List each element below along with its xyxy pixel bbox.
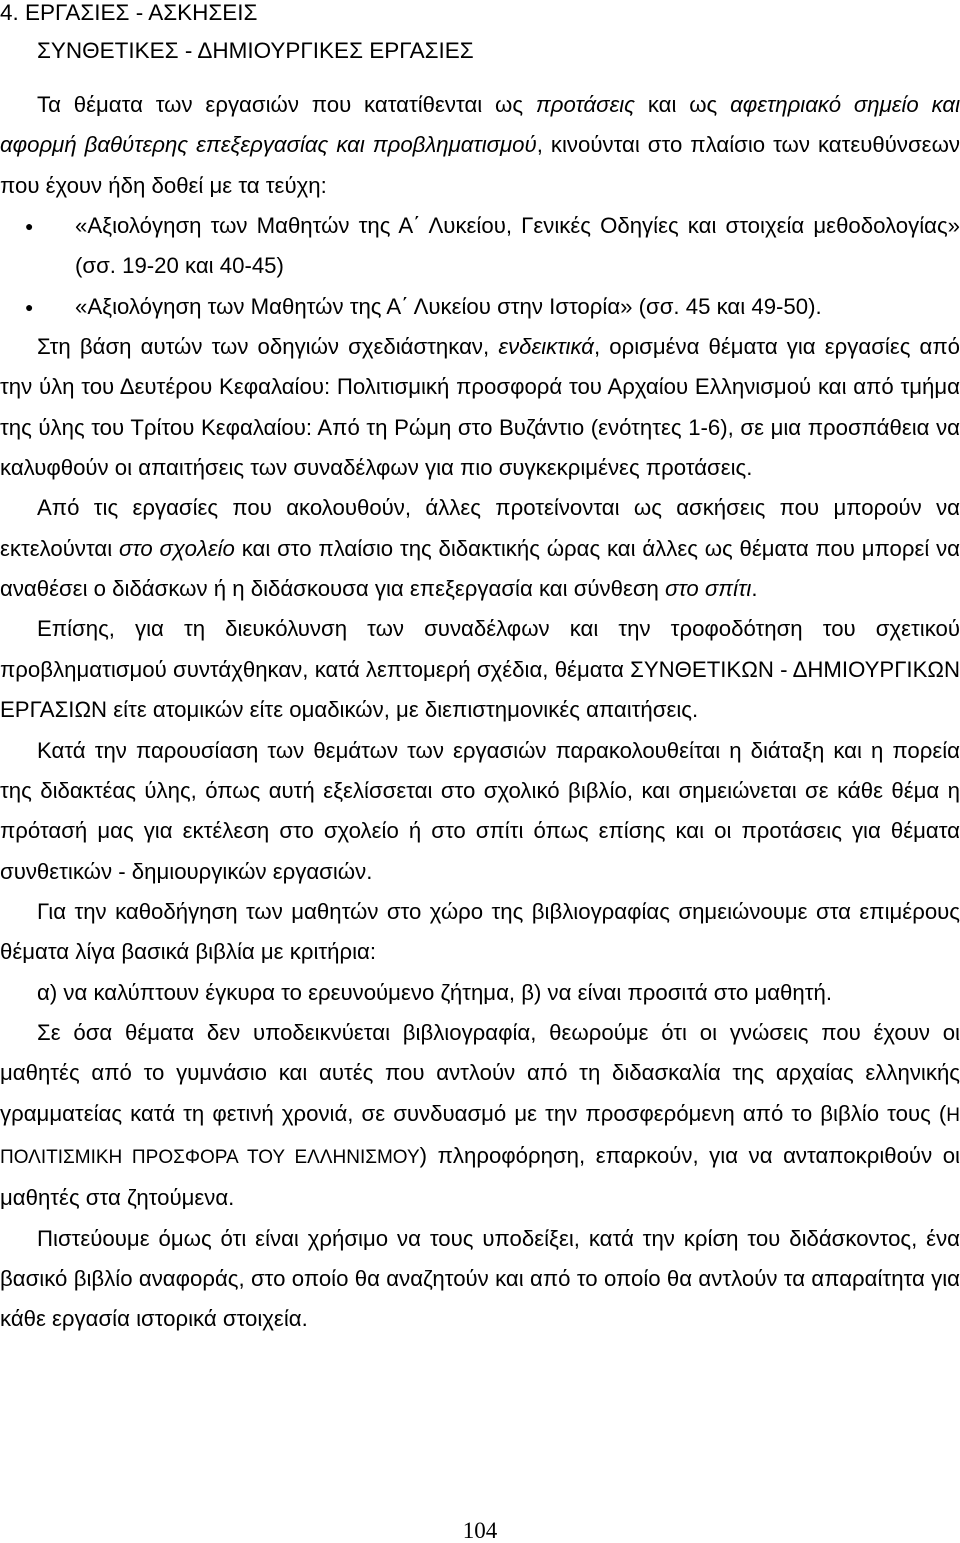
intro-italic-proposals: προτάσεις: [535, 92, 635, 117]
intro-text-e: , κινούνται στο πλαίσιο των κατευθύνσεων που έχουν ήδη δοθεί με τα τεύχη:: [0, 132, 960, 198]
bibliography-criteria: α) να καλύπτουν έγκυρα το ερευνούμενο ζήτημα, β) να είναι προσιτά στο μαθητή.: [37, 979, 833, 1005]
indicative-italic: ενδεικτικά: [498, 334, 594, 360]
paragraph-intro: [0, 85, 960, 206]
booklet-list: [0, 206, 960, 327]
exercises-text-e: .: [751, 576, 758, 602]
exercises-text-c: και στο πλαίσιο της διδακτικής ώρας και άλλες ως θέματα που μπορεί να αναθέσει ο διδάσκων ή η διδάσκουσα για επεξεργασία και σύνθεση: [0, 535, 960, 602]
paragraph-exercises: [0, 488, 960, 609]
section-heading: 4. ΕΡΓΑΣΙΕΣ - ΑΣΚΗΣΕΙΣ: [0, 0, 258, 25]
intro-text-a: Τα θέματα των εργασιών που κατατίθενται ως: [37, 92, 536, 117]
paragraph-bibliography: Για την καθοδήγηση των μαθητών στο χώρο της βιβλιογραφίας σημειώνουμε στα επιμέρους θέματα λίγα βασικά βιβλία με κριτήρια:: [0, 898, 960, 965]
bullet-icon: ●: [25, 218, 34, 235]
list-item: [0, 206, 960, 287]
intro-italic-starting-point: αφετηριακό σημείο και αφορμή βαθύτερης επεξεργασίας και προβληματισμού: [0, 92, 960, 158]
list-item: [0, 287, 960, 327]
paragraph-indicative-topics: [0, 327, 960, 488]
exercises-text-a: Από τις εργασίες που ακολουθούν, άλλες προτείνονται ως ασκήσεις που μπορούν να εκτελούνται: [0, 495, 960, 561]
bullet-icon: ●: [25, 298, 34, 315]
indicative-text-a: Στη βάση αυτών των οδηγιών σχεδιάστηκαν,: [37, 334, 499, 360]
subsection-heading: ΣΥΝΘΕΤΙΚΕΣ - ΔΗΜΙΟΥΡΓΙΚΕΣ ΕΡΓΑΣΙΕΣ: [37, 38, 474, 63]
paragraph-no-bibliography: [0, 1013, 960, 1219]
no-bibliography-text-c: ) πληροφόρηση, επαρκούν, για να ανταποκριθούν οι μαθητές στα ζητούμενα.: [0, 1142, 960, 1211]
exercises-italic-school: στο σχολείο: [118, 535, 235, 561]
indicative-text-c: , ορισμένα θέματα για εργασίες από την ύλη του Δευτέρου Κεφαλαίου: Πολιτισμική προσφορά του Αρχαίου Ελληνισμού και από τμήμα της ύλης του Τρίτου Κεφαλαίου: Από τη Ρώμη στο Βυζάντιο (ενότητες 1-6), σε μια προσπάθεια να καλυφθούν οι απαιτήσεις των συναδέλφων για πιο συγκεκριμένες προτάσεις.: [0, 334, 960, 481]
no-bibliography-text-a: Σε όσα θέματα δεν υποδεικνύεται βιβλιογραφία, θεωρούμε ότι οι γνώσεις που έχουν οι μαθητές από το γυμνάσιο και αυτές που αντλούν από τη διδασκαλία της αρχαίας ελληνικής γραμματείας κατά τη φετινή χρονιά, σε συνδυασμό με την προσφερόμενη από το βιβλίο τους (: [0, 1019, 960, 1126]
paragraph-presentation: Κατά την παρουσίαση των θεμάτων των εργασιών παρακολουθείται η διάταξη και η πορεία της διδακτέας ύλης, όπως αυτή εξελίσσεται στο σχολικό βιβλίο, και σημειώνεται σε κάθε θέμα η πρότασή μας για εκτέλεση στο σχολείο ή στο σπίτι όπως επίσης και οι προτάσεις για θέματα συνθετικών - δημιουργικών εργασιών.: [0, 737, 960, 884]
exercises-italic-home: στο σπίτι: [665, 576, 752, 602]
list-item-text: «Αξιολόγηση των Μαθητών της Α΄ Λυκείου, Γενικές Οδηγίες και στοιχεία μεθοδολογίας» (σσ. 19-20 και 40-45): [75, 213, 960, 279]
body-text: [0, 85, 960, 1340]
paragraph-reference-book: Πιστεύουμε όμως ότι είναι χρήσιμο να τους υποδείξει, κατά την κρίση του διδάσκοντος, ένα βασικό βιβλίο αναφοράς, στο οποίο θα αναζητούν και από το οποίο θα αντλούν τα απαραίτητα για κάθε εργασία ιστορικά στοιχεία.: [0, 1225, 960, 1332]
intro-text-c: και ως: [634, 92, 731, 117]
book-title: Η ΠΟΛΙΤΙΣΜΙΚΗ ΠΡΟΣΦΟΡΑ ΤΟΥ ΕΛΛΗΝΙΣΜΟΥ: [0, 1104, 960, 1168]
paragraph-synthetic-projects: Επίσης, για τη διευκόλυνση των συναδέλφων και την τροφοδότηση του σχετικού προβληματισμού συντάχθηκαν, κατά λεπτομερή σχέδια, θέματα ΣΥΝΘΕΤΙΚΩΝ - ΔΗΜΙΟΥΡΓΙΚΩΝ ΕΡΓΑΣΙΩΝ είτε ατομικών είτε ομαδικών, με διεπιστημονικές απαιτήσεις.: [0, 616, 960, 723]
page-number: 104: [462, 1518, 498, 1543]
list-item-text: «Αξιολόγηση των Μαθητών της Α΄ Λυκείου στην Ιστορία» (σσ. 45 και 49-50).: [75, 293, 822, 319]
